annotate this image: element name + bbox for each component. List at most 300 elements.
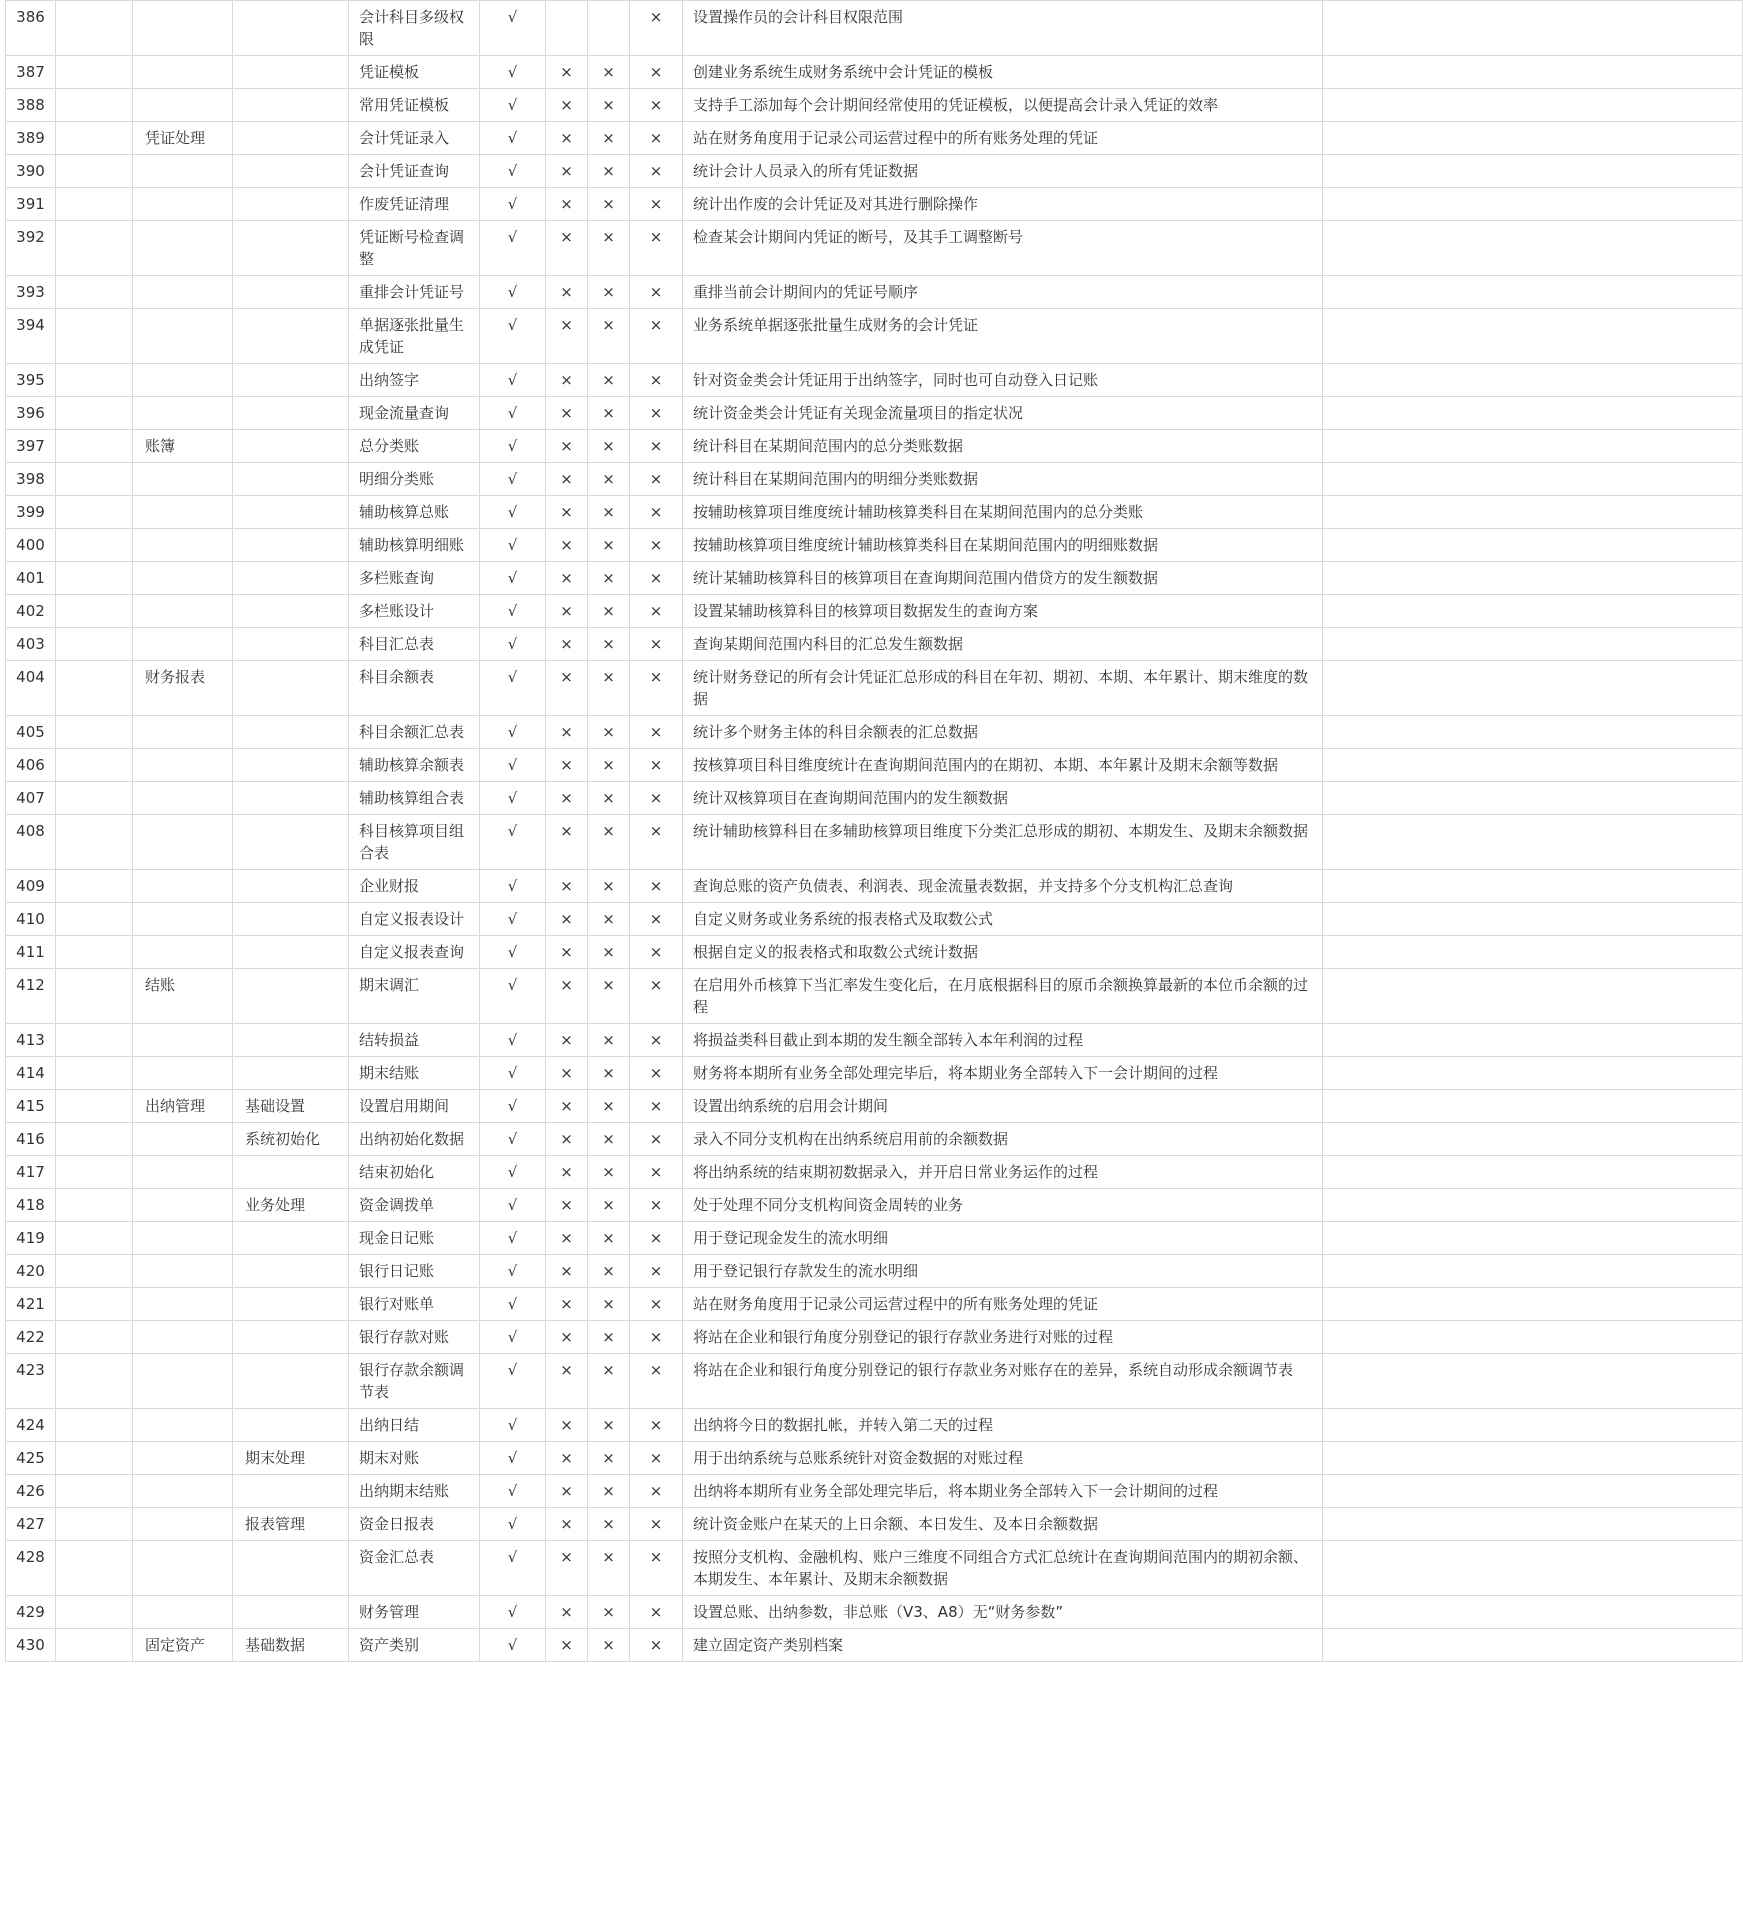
blank-cell (56, 969, 133, 1024)
support-mark-c (588, 1, 630, 56)
support-mark-d: × (630, 89, 683, 122)
table-row (6, 1508, 1743, 1541)
support-mark-a: √ (480, 1629, 546, 1662)
row-number: 396 (6, 397, 56, 430)
function-name-cell: 出纳日结 (349, 1409, 480, 1442)
submodule-cell (233, 188, 349, 221)
blank-cell (56, 815, 133, 870)
blank-cell (56, 463, 133, 496)
support-mark-a: √ (480, 749, 546, 782)
function-name-cell: 单据逐张批量生成凭证 (349, 309, 480, 364)
blank-cell (56, 397, 133, 430)
remark-cell (1323, 276, 1743, 309)
submodule-cell: 基础数据 (233, 1629, 349, 1662)
row-number: 419 (6, 1222, 56, 1255)
submodule-cell (233, 903, 349, 936)
function-name-cell: 作废凭证清理 (349, 188, 480, 221)
table-body (6, 1, 1743, 1662)
description-cell: 自定义财务或业务系统的报表格式及取数公式 (683, 903, 1323, 936)
module-cell (133, 1442, 233, 1475)
submodule-cell (233, 276, 349, 309)
remark-cell (1323, 1189, 1743, 1222)
table-row (6, 1321, 1743, 1354)
module-cell (133, 364, 233, 397)
support-mark-a: √ (480, 1123, 546, 1156)
remark-cell (1323, 1288, 1743, 1321)
row-number: 413 (6, 1024, 56, 1057)
support-mark-a: √ (480, 155, 546, 188)
support-mark-c: × (588, 463, 630, 496)
row-number: 410 (6, 903, 56, 936)
support-mark-d: × (630, 1288, 683, 1321)
submodule-cell (233, 595, 349, 628)
function-name-cell: 银行对账单 (349, 1288, 480, 1321)
support-mark-d: × (630, 56, 683, 89)
function-name-cell: 银行日记账 (349, 1255, 480, 1288)
submodule-cell (233, 221, 349, 276)
function-name-cell: 结束初始化 (349, 1156, 480, 1189)
support-mark-d: × (630, 1255, 683, 1288)
support-mark-a: √ (480, 463, 546, 496)
table-row (6, 716, 1743, 749)
support-mark-a: √ (480, 364, 546, 397)
description-cell: 根据自定义的报表格式和取数公式统计数据 (683, 936, 1323, 969)
function-name-cell: 财务管理 (349, 1596, 480, 1629)
submodule-cell (233, 1541, 349, 1596)
module-cell (133, 936, 233, 969)
blank-cell (56, 276, 133, 309)
table-row (6, 496, 1743, 529)
remark-cell (1323, 628, 1743, 661)
module-cell (133, 1255, 233, 1288)
row-number: 409 (6, 870, 56, 903)
support-mark-b: × (546, 1189, 588, 1222)
table-row (6, 1541, 1743, 1596)
submodule-cell (233, 870, 349, 903)
module-cell (133, 903, 233, 936)
table-row (6, 1442, 1743, 1475)
row-number: 408 (6, 815, 56, 870)
blank-cell (56, 1288, 133, 1321)
description-cell: 统计多个财务主体的科目余额表的汇总数据 (683, 716, 1323, 749)
support-mark-b: × (546, 221, 588, 276)
module-cell (133, 815, 233, 870)
function-name-cell: 自定义报表设计 (349, 903, 480, 936)
module-cell (133, 1541, 233, 1596)
support-mark-d: × (630, 1090, 683, 1123)
row-number: 388 (6, 89, 56, 122)
remark-cell (1323, 1409, 1743, 1442)
description-cell: 财务将本期所有业务全部处理完毕后，将本期业务全部转入下一会计期间的过程 (683, 1057, 1323, 1090)
support-mark-c: × (588, 1156, 630, 1189)
description-cell: 统计财务登记的所有会计凭证汇总形成的科目在年初、期初、本期、本年累计、期末维度的数据 (683, 661, 1323, 716)
blank-cell (56, 430, 133, 463)
row-number: 412 (6, 969, 56, 1024)
support-mark-b: × (546, 1222, 588, 1255)
remark-cell (1323, 782, 1743, 815)
support-mark-b: × (546, 1288, 588, 1321)
module-cell (133, 1024, 233, 1057)
support-mark-d: × (630, 1475, 683, 1508)
support-mark-c: × (588, 595, 630, 628)
support-mark-c: × (588, 1255, 630, 1288)
support-mark-b: × (546, 1508, 588, 1541)
module-cell (133, 1354, 233, 1409)
support-mark-b: × (546, 870, 588, 903)
support-mark-a: √ (480, 1354, 546, 1409)
support-mark-d: × (630, 1541, 683, 1596)
support-mark-d: × (630, 595, 683, 628)
table-row (6, 1090, 1743, 1123)
support-mark-a: √ (480, 815, 546, 870)
support-mark-a: √ (480, 595, 546, 628)
table-row (6, 309, 1743, 364)
table-row (6, 1596, 1743, 1629)
support-mark-d: × (630, 661, 683, 716)
remark-cell (1323, 188, 1743, 221)
table-row (6, 1024, 1743, 1057)
remark-cell (1323, 1255, 1743, 1288)
submodule-cell (233, 1596, 349, 1629)
function-name-cell: 结转损益 (349, 1024, 480, 1057)
row-number: 428 (6, 1541, 56, 1596)
blank-cell (56, 1321, 133, 1354)
support-mark-a: √ (480, 969, 546, 1024)
support-mark-b: × (546, 364, 588, 397)
support-mark-d: × (630, 1596, 683, 1629)
row-number: 427 (6, 1508, 56, 1541)
support-mark-c: × (588, 309, 630, 364)
support-mark-d: × (630, 397, 683, 430)
support-mark-c: × (588, 1090, 630, 1123)
module-cell (133, 155, 233, 188)
support-mark-a: √ (480, 188, 546, 221)
row-number: 407 (6, 782, 56, 815)
support-mark-c: × (588, 815, 630, 870)
description-cell: 重排当前会计期间内的凭证号顺序 (683, 276, 1323, 309)
description-cell: 统计辅助核算科目在多辅助核算项目维度下分类汇总形成的期初、本期发生、及期末余额数据 (683, 815, 1323, 870)
blank-cell (56, 1024, 133, 1057)
support-mark-a: √ (480, 1057, 546, 1090)
submodule-cell (233, 1057, 349, 1090)
support-mark-c: × (588, 1057, 630, 1090)
description-cell: 站在财务角度用于记录公司运营过程中的所有账务处理的凭证 (683, 1288, 1323, 1321)
support-mark-b: × (546, 595, 588, 628)
function-name-cell: 期末调汇 (349, 969, 480, 1024)
table-row (6, 1475, 1743, 1508)
support-mark-d: × (630, 221, 683, 276)
support-mark-b: × (546, 903, 588, 936)
table-row (6, 1255, 1743, 1288)
blank-cell (56, 661, 133, 716)
blank-cell (56, 936, 133, 969)
blank-cell (56, 595, 133, 628)
support-mark-a: √ (480, 1541, 546, 1596)
support-mark-d: × (630, 1189, 683, 1222)
function-name-cell: 期末结账 (349, 1057, 480, 1090)
support-mark-d: × (630, 155, 683, 188)
support-mark-a: √ (480, 903, 546, 936)
description-cell: 针对资金类会计凭证用于出纳签字，同时也可自动登入日记账 (683, 364, 1323, 397)
row-number: 430 (6, 1629, 56, 1662)
description-cell: 设置出纳系统的启用会计期间 (683, 1090, 1323, 1123)
support-mark-a: √ (480, 1288, 546, 1321)
function-name-cell: 资金汇总表 (349, 1541, 480, 1596)
blank-cell (56, 1596, 133, 1629)
remark-cell (1323, 364, 1743, 397)
submodule-cell (233, 1156, 349, 1189)
support-mark-c: × (588, 1475, 630, 1508)
description-cell: 统计科目在某期间范围内的总分类账数据 (683, 430, 1323, 463)
table-row (6, 221, 1743, 276)
module-cell: 账簿 (133, 430, 233, 463)
support-mark-b: × (546, 716, 588, 749)
blank-cell (56, 903, 133, 936)
support-mark-b: × (546, 1409, 588, 1442)
module-cell (133, 1475, 233, 1508)
description-cell: 统计会计人员录入的所有凭证数据 (683, 155, 1323, 188)
submodule-cell: 业务处理 (233, 1189, 349, 1222)
function-name-cell: 多栏账设计 (349, 595, 480, 628)
table-row (6, 397, 1743, 430)
description-cell: 统计双核算项目在查询期间范围内的发生额数据 (683, 782, 1323, 815)
table-row (6, 1409, 1743, 1442)
submodule-cell (233, 1288, 349, 1321)
support-mark-b: × (546, 1123, 588, 1156)
support-mark-a: √ (480, 309, 546, 364)
support-mark-d: × (630, 1629, 683, 1662)
function-name-cell: 辅助核算总账 (349, 496, 480, 529)
support-mark-a: √ (480, 430, 546, 463)
submodule-cell (233, 122, 349, 155)
blank-cell (56, 529, 133, 562)
support-mark-c: × (588, 1288, 630, 1321)
description-cell: 设置某辅助核算科目的核算项目数据发生的查询方案 (683, 595, 1323, 628)
support-mark-a: √ (480, 1024, 546, 1057)
support-mark-b: × (546, 56, 588, 89)
remark-cell (1323, 155, 1743, 188)
support-mark-a: √ (480, 716, 546, 749)
blank-cell (56, 1057, 133, 1090)
row-number: 414 (6, 1057, 56, 1090)
support-mark-a: √ (480, 1156, 546, 1189)
submodule-cell (233, 1354, 349, 1409)
function-name-cell: 会计科目多级权限 (349, 1, 480, 56)
blank-cell (56, 1255, 133, 1288)
remark-cell (1323, 815, 1743, 870)
submodule-cell (233, 529, 349, 562)
function-name-cell: 科目核算项目组合表 (349, 815, 480, 870)
remark-cell (1323, 309, 1743, 364)
module-cell (133, 309, 233, 364)
module-cell (133, 1, 233, 56)
remark-cell (1323, 716, 1743, 749)
support-mark-d: × (630, 815, 683, 870)
submodule-cell (233, 562, 349, 595)
table-row (6, 782, 1743, 815)
function-name-cell: 资产类别 (349, 1629, 480, 1662)
support-mark-d: × (630, 1442, 683, 1475)
support-mark-c: × (588, 562, 630, 595)
remark-cell (1323, 56, 1743, 89)
row-number: 402 (6, 595, 56, 628)
support-mark-b: × (546, 1321, 588, 1354)
table-row (6, 122, 1743, 155)
support-mark-c: × (588, 276, 630, 309)
description-cell: 录入不同分支机构在出纳系统启用前的余额数据 (683, 1123, 1323, 1156)
remark-cell (1323, 1354, 1743, 1409)
table-row (6, 1354, 1743, 1409)
support-mark-a: √ (480, 1442, 546, 1475)
blank-cell (56, 782, 133, 815)
row-number: 400 (6, 529, 56, 562)
support-mark-a: √ (480, 89, 546, 122)
blank-cell (56, 1409, 133, 1442)
row-number: 391 (6, 188, 56, 221)
submodule-cell (233, 397, 349, 430)
description-cell: 用于出纳系统与总账系统针对资金数据的对账过程 (683, 1442, 1323, 1475)
description-cell: 出纳将本期所有业务全部处理完毕后，将本期业务全部转入下一会计期间的过程 (683, 1475, 1323, 1508)
table-row (6, 56, 1743, 89)
support-mark-d: × (630, 529, 683, 562)
row-number: 387 (6, 56, 56, 89)
function-name-cell: 资金调拨单 (349, 1189, 480, 1222)
support-mark-a: √ (480, 628, 546, 661)
submodule-cell (233, 1321, 349, 1354)
support-mark-a: √ (480, 1090, 546, 1123)
support-mark-d: × (630, 870, 683, 903)
support-mark-c: × (588, 1189, 630, 1222)
table-row (6, 89, 1743, 122)
support-mark-a: √ (480, 661, 546, 716)
support-mark-a: √ (480, 1189, 546, 1222)
support-mark-d: × (630, 1508, 683, 1541)
submodule-cell (233, 89, 349, 122)
module-cell (133, 463, 233, 496)
row-number: 423 (6, 1354, 56, 1409)
blank-cell (56, 364, 133, 397)
support-mark-b: × (546, 397, 588, 430)
support-mark-b: × (546, 628, 588, 661)
blank-cell (56, 562, 133, 595)
support-mark-c: × (588, 1321, 630, 1354)
support-mark-c: × (588, 903, 630, 936)
remark-cell (1323, 562, 1743, 595)
blank-cell (56, 749, 133, 782)
support-mark-d: × (630, 903, 683, 936)
module-cell (133, 89, 233, 122)
description-cell: 统计出作废的会计凭证及对其进行删除操作 (683, 188, 1323, 221)
blank-cell (56, 1541, 133, 1596)
description-cell: 查询某期间范围内科目的汇总发生额数据 (683, 628, 1323, 661)
support-mark-c: × (588, 1123, 630, 1156)
support-mark-d: × (630, 1024, 683, 1057)
description-cell: 设置总账、出纳参数，非总账（V3、A8）无“财务参数” (683, 1596, 1323, 1629)
support-mark-d: × (630, 1156, 683, 1189)
submodule-cell (233, 496, 349, 529)
support-mark-c: × (588, 1629, 630, 1662)
support-mark-b: × (546, 936, 588, 969)
module-cell (133, 1409, 233, 1442)
row-number: 425 (6, 1442, 56, 1475)
description-cell: 查询总账的资产负债表、利润表、现金流量表数据，并支持多个分支机构汇总查询 (683, 870, 1323, 903)
description-cell: 业务系统单据逐张批量生成财务的会计凭证 (683, 309, 1323, 364)
row-number: 395 (6, 364, 56, 397)
function-name-cell: 资金日报表 (349, 1508, 480, 1541)
blank-cell (56, 1442, 133, 1475)
support-mark-b: × (546, 1090, 588, 1123)
support-mark-c: × (588, 936, 630, 969)
function-name-cell: 出纳初始化数据 (349, 1123, 480, 1156)
submodule-cell: 报表管理 (233, 1508, 349, 1541)
support-mark-a: √ (480, 782, 546, 815)
row-number: 416 (6, 1123, 56, 1156)
remark-cell (1323, 122, 1743, 155)
support-mark-a: √ (480, 529, 546, 562)
module-cell (133, 529, 233, 562)
row-number: 420 (6, 1255, 56, 1288)
submodule-cell: 期末处理 (233, 1442, 349, 1475)
blank-cell (56, 628, 133, 661)
function-name-cell: 会计凭证录入 (349, 122, 480, 155)
support-mark-c: × (588, 969, 630, 1024)
description-cell: 按核算项目科目维度统计在查询期间范围内的在期初、本期、本年累计及期末余额等数据 (683, 749, 1323, 782)
module-cell (133, 221, 233, 276)
support-mark-b (546, 1, 588, 56)
support-mark-a: √ (480, 221, 546, 276)
support-mark-b: × (546, 1629, 588, 1662)
module-cell (133, 1123, 233, 1156)
remark-cell (1323, 1057, 1743, 1090)
submodule-cell (233, 1255, 349, 1288)
support-mark-c: × (588, 89, 630, 122)
support-mark-c: × (588, 188, 630, 221)
support-mark-a: √ (480, 1255, 546, 1288)
remark-cell (1323, 1156, 1743, 1189)
module-cell: 财务报表 (133, 661, 233, 716)
table-row (6, 749, 1743, 782)
support-mark-b: × (546, 122, 588, 155)
submodule-cell (233, 430, 349, 463)
table-row (6, 1629, 1743, 1662)
table-row (6, 661, 1743, 716)
support-mark-c: × (588, 1508, 630, 1541)
support-mark-a: √ (480, 1, 546, 56)
module-cell (133, 1189, 233, 1222)
module-cell (133, 595, 233, 628)
support-mark-b: × (546, 782, 588, 815)
module-cell (133, 562, 233, 595)
support-mark-d: × (630, 749, 683, 782)
description-cell: 出纳将今日的数据扎帐，并转入第二天的过程 (683, 1409, 1323, 1442)
submodule-cell (233, 1475, 349, 1508)
table-row (6, 1288, 1743, 1321)
module-cell (133, 1508, 233, 1541)
remark-cell (1323, 1475, 1743, 1508)
row-number: 386 (6, 1, 56, 56)
remark-cell (1323, 221, 1743, 276)
description-cell: 用于登记现金发生的流水明细 (683, 1222, 1323, 1255)
description-cell: 用于登记银行存款发生的流水明细 (683, 1255, 1323, 1288)
table-row (6, 155, 1743, 188)
support-mark-a: √ (480, 1321, 546, 1354)
row-number: 397 (6, 430, 56, 463)
remark-cell (1323, 936, 1743, 969)
description-cell: 创建业务系统生成财务系统中会计凭证的模板 (683, 56, 1323, 89)
remark-cell (1323, 1, 1743, 56)
description-cell: 将站在企业和银行角度分别登记的银行存款业务对账存在的差异，系统自动形成余额调节表 (683, 1354, 1323, 1409)
blank-cell (56, 1222, 133, 1255)
